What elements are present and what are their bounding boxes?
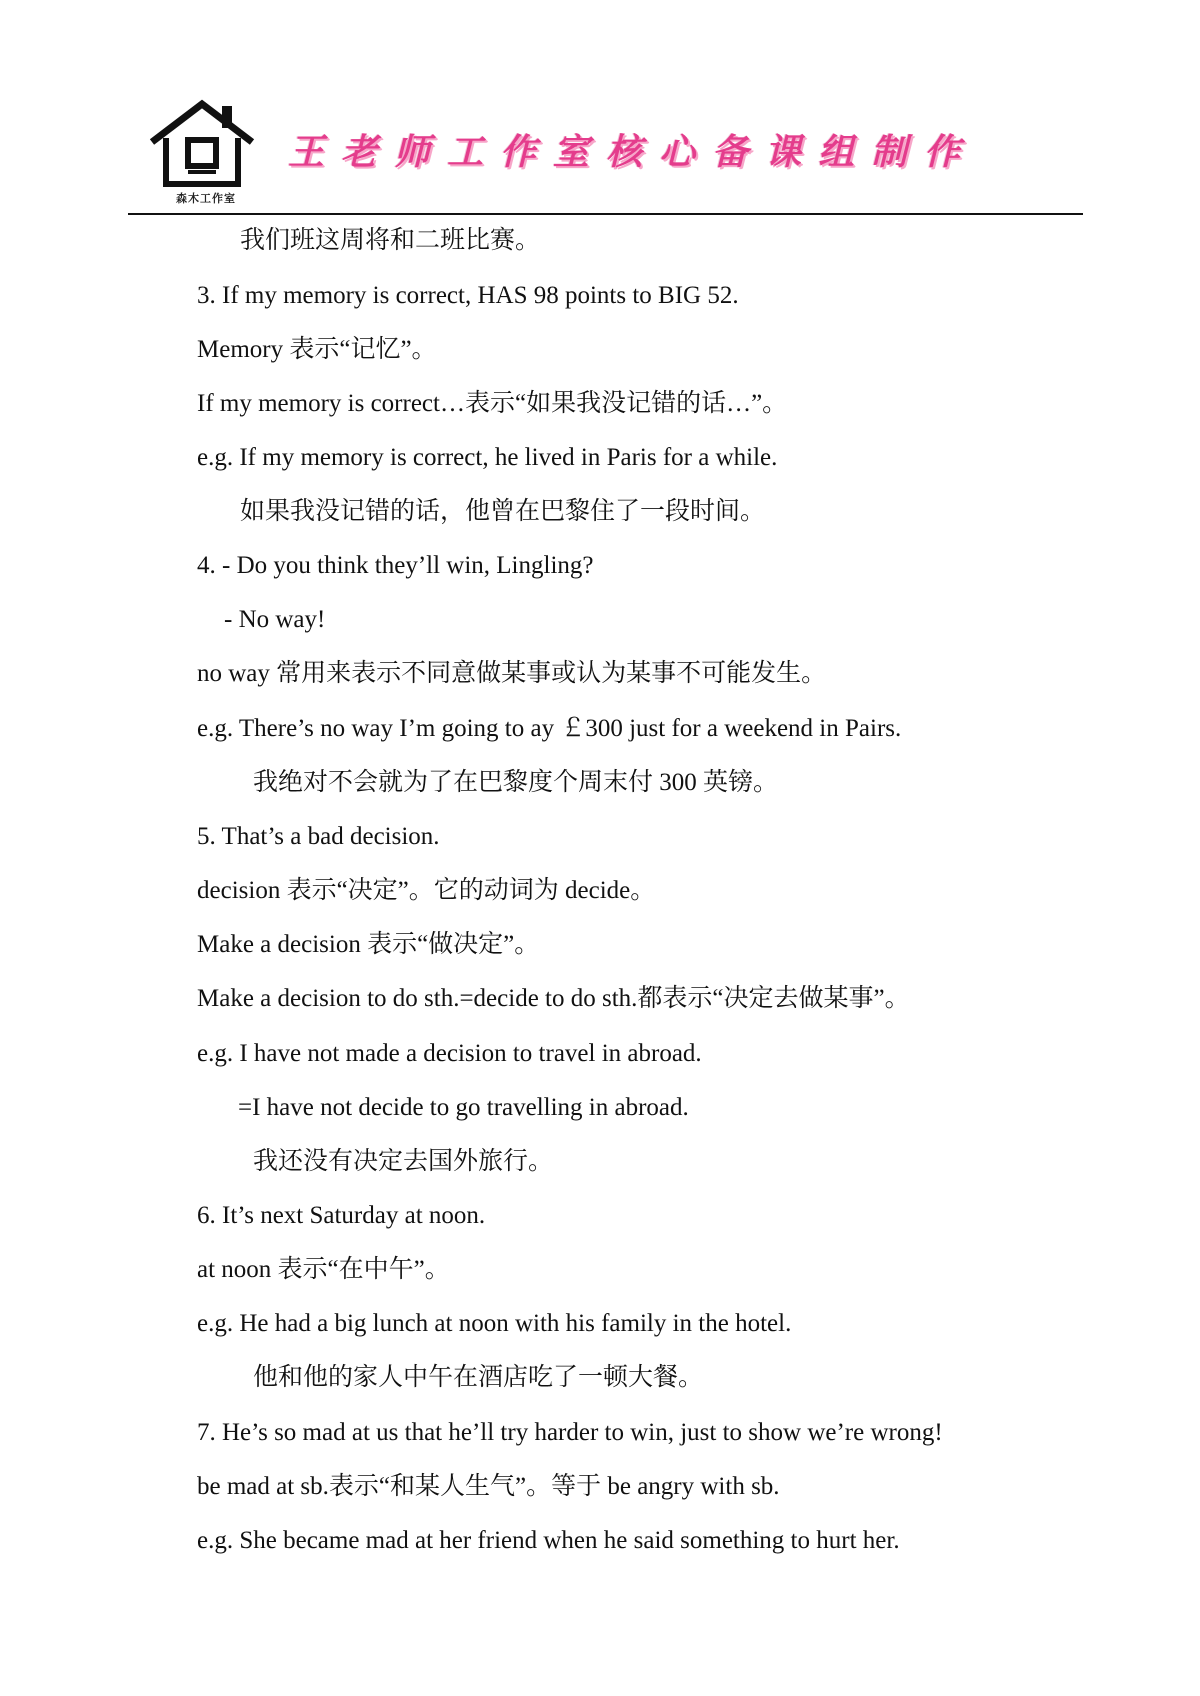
house-logo-icon bbox=[146, 98, 258, 206]
text-line: e.g. He had a big lunch at noon with his family in the hotel. bbox=[197, 1310, 792, 1337]
logo-caption: 森木工作室 bbox=[176, 192, 236, 205]
text-line: 我绝对不会就为了在巴黎度个周末付 300 英镑。 bbox=[253, 769, 779, 796]
text-line: 我们班这周将和二班比赛。 bbox=[240, 227, 541, 254]
text-line: e.g. If my memory is correct, he lived in Paris for a while. bbox=[197, 444, 778, 471]
text-line: e.g. I have not made a decision to travel in abroad. bbox=[197, 1040, 702, 1067]
text-line: e.g. She became mad at her friend when he said something to hurt her. bbox=[197, 1527, 900, 1554]
brand-title: 王老师工作室核心备课组制作 bbox=[288, 132, 978, 173]
header-divider bbox=[128, 213, 1083, 215]
text-line: no way 常用来表示不同意做某事或认为某事不可能发生。 bbox=[197, 660, 827, 687]
text-line: =I have not decide to go travelling in abroad. bbox=[238, 1094, 689, 1121]
text-line: 7. He’s so mad at us that he’ll try harder to win, just to show we’re wrong! bbox=[197, 1419, 943, 1446]
text-line: 5. That’s a bad decision. bbox=[197, 823, 440, 850]
text-line: decision 表示“决定”。它的动词为 decide。 bbox=[197, 877, 656, 904]
text-line: e.g. There’s no way I’m going to ay ￡300 just for a weekend in Pairs. bbox=[197, 715, 902, 742]
text-line: 4. - Do you think they’ll win, Lingling? bbox=[197, 552, 594, 579]
text-line: - No way! bbox=[224, 606, 326, 633]
text-line: at noon 表示“在中午”。 bbox=[197, 1256, 450, 1283]
text-line: 6. It’s next Saturday at noon. bbox=[197, 1202, 486, 1229]
text-line: Make a decision to do sth.=decide to do sth.都表示“决定去做某事”。 bbox=[197, 985, 910, 1012]
text-line: Memory 表示“记忆”。 bbox=[197, 336, 437, 363]
text-line: 3. If my memory is correct, HAS 98 points to BIG 52. bbox=[197, 282, 739, 309]
text-line: be mad at sb.表示“和某人生气”。等于 be angry with sb. bbox=[197, 1473, 780, 1500]
text-line: 我还没有决定去国外旅行。 bbox=[253, 1148, 554, 1175]
text-line: 他和他的家人中午在酒店吃了一顿大餐。 bbox=[253, 1364, 704, 1391]
text-line: 如果我没记错的话，他曾在巴黎住了一段时间。 bbox=[240, 498, 766, 525]
text-line: If my memory is correct…表示“如果我没记错的话…”。 bbox=[197, 390, 788, 417]
text-line: Make a decision 表示“做决定”。 bbox=[197, 931, 540, 958]
page-header bbox=[128, 98, 1083, 208]
